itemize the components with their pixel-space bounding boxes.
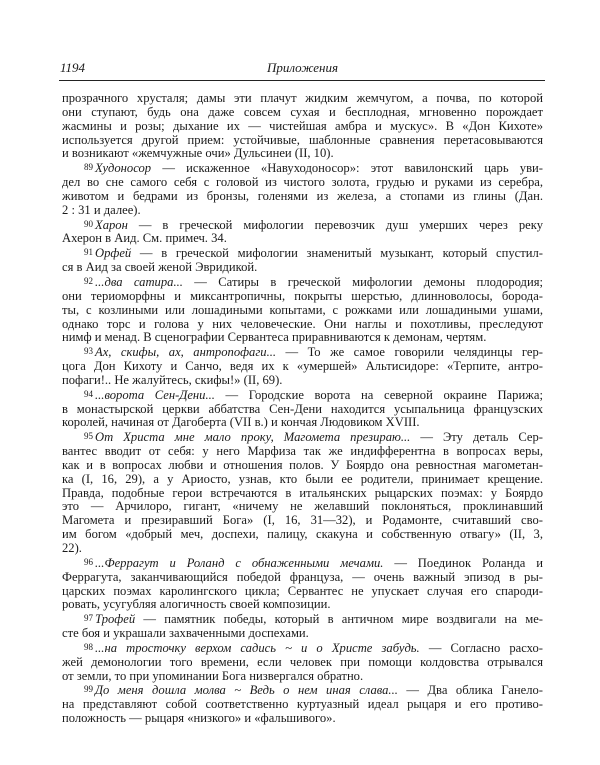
note-text: — То же самое говорили челядинцы гер- (276, 345, 543, 360)
note-number: 93 (84, 346, 93, 357)
note-line: Ахерон в Аид. См. примеч. 34. (62, 231, 227, 246)
note-term: ...ворота Сен-Дени... (95, 387, 215, 402)
note-line: ровать, усугубляя алогичность своей композиции. (62, 597, 331, 612)
note-93 (62, 345, 543, 388)
note-line: прозрачного хрусталя; дамы эти плачут жидким жемчугом, а почва, по которой (62, 91, 543, 105)
note-text: — Два облика Ганело- (397, 683, 543, 698)
note-text: — Согласно расхо- (419, 640, 543, 655)
note-line (62, 161, 543, 176)
note-text: — Эту деталь Сер- (410, 430, 543, 445)
note-term: Трофей (95, 612, 136, 627)
note-text: — Городские ворота на северной окраине Парижа; (214, 387, 543, 402)
note-89 (62, 161, 543, 217)
note-line: королей, начиная от Дагоберта (VII в.) и кончая Людовиком XVIII. (62, 415, 420, 430)
note-number: 94 (84, 388, 93, 399)
note-94 (62, 388, 543, 431)
note-line (62, 612, 543, 627)
note-line (62, 683, 543, 698)
note-line (62, 556, 543, 571)
note-line: ка (I, 16, 29), а у Ариосто, узнав, кто были ее родители, принимает крещение. (62, 471, 543, 486)
note-number: 96 (84, 556, 93, 567)
note-line (62, 345, 543, 360)
note-line: 22). (62, 541, 82, 555)
note-92 (62, 275, 543, 345)
note-97 (62, 612, 543, 641)
note-term: ...два сатира... (95, 274, 183, 289)
note-line: царских поэмах каролингского цикла; Сервантес не упускает случая его спароди- (62, 583, 543, 598)
note-line: ся в Аид за своей женой Эвридикой. (62, 260, 258, 275)
note-line: сте боя и украшали захваченными доспехами. (62, 626, 309, 641)
note-line (62, 641, 543, 656)
note-term: От Христа мне мало проку, Магомета презираю... (95, 430, 411, 445)
note-line: положность — рыцаря «низкого» и «фальшивого». (62, 711, 336, 726)
note-line: на представляют собой соответственно куртуазный идеал рыцаря и его противо- (62, 697, 543, 712)
note-number: 98 (84, 641, 93, 652)
note-line (62, 246, 543, 261)
note-line: ты, с козлиными или лошадиными копытами, с рожками или лошадиными ушами, (62, 302, 543, 317)
note-line: 2 : 31 и далее). (62, 202, 141, 217)
notes-body (62, 92, 543, 726)
note-line: им богом «добрый меч, доспехи, палицу, скакуна и собственную отвагу» (II, 3, (62, 527, 543, 542)
note-number: 97 (84, 613, 93, 624)
note-text: — искаженное «Навуходоносор»: этот вавилонский царь уви- (151, 161, 543, 176)
note-number: 95 (84, 431, 93, 442)
note-line (62, 430, 543, 445)
note-line: они ступают, будь она даже совсем сухая и бесплодная, мгновенно порождает (62, 104, 543, 119)
note-line (62, 218, 543, 233)
note-line: как и в вопросах любви и отношения полов. У Боярдо она ревностная магометан- (62, 457, 543, 472)
note-line: вантес вводит от себя: у него Марфиза так же индифферентна в вопросах веры, (62, 444, 543, 459)
running-header (60, 60, 545, 80)
note-text: — Поединок Роланда и (383, 555, 543, 570)
note-line: животом и бедрами из бронзы, голенями из железа, а стопами из глины (Дан. (62, 188, 543, 203)
note-line (62, 388, 543, 403)
note-90 (62, 218, 543, 247)
note-line: используется другой прием: устойчивые, шаблонные сравнения перетасовываются (62, 132, 543, 147)
note-line: пофаги!.. Не жалуйтесь, скифы!» (II, 69). (62, 372, 283, 387)
note-line: в монастырской церкви аббатства Сен-Дени находится усыпальница французских (62, 401, 543, 416)
note-99 (62, 683, 543, 726)
note-term: Худоносор (95, 161, 152, 176)
note-number: 89 (84, 162, 93, 173)
note-text: — в греческой мифологии перевозчик душ умерших через реку (127, 217, 543, 232)
note-term: Орфей (95, 246, 132, 261)
note-number: 91 (84, 247, 93, 258)
page-number: 1194 (60, 60, 86, 75)
note-91 (62, 246, 543, 275)
running-title: Приложения (266, 60, 339, 75)
note-text: — Сатиры в греческой мифологии демоны плодородия; (182, 274, 543, 289)
note-line: жасмины и розы; дыхание их — чистейшая амбра и мускус». В «Дон Кихоте» (62, 118, 543, 133)
note-number: 99 (84, 684, 93, 695)
note-line: цога Дон Кихоту и Санчо, ведя их к «умершей» Альтисидоре: «Терпите, антро- (62, 359, 543, 374)
note-text: — памятник победы, который в античном мире воздвигали на ме- (135, 612, 543, 627)
note-line: дел во сне самого себя с головой из чистого золота, грудью и руками из серебра, (62, 175, 543, 190)
note-continuation (62, 92, 543, 161)
note-number: 92 (84, 275, 93, 286)
note-line: Магомета и презиравший Бога» (I, 16, 31—32), и Родамонте, считавший сво- (62, 513, 543, 528)
note-number: 90 (84, 218, 93, 229)
note-95 (62, 430, 543, 556)
note-term: Харон (95, 217, 128, 232)
note-line: это — Арчилоро, гигант, «ничему не желавший поклоняться, проклинавший (62, 499, 543, 514)
note-line (62, 275, 543, 290)
note-line: жей демонологии того времени, если человек при помощи колдовства отрывался (62, 654, 543, 669)
note-line: Феррагута, заканчивающийся победой француза, — очень важный эпизод в ры- (62, 569, 543, 584)
note-line: нимф и менад. В сценографии Сервантеса приравниваются к демонам, чертям. (62, 330, 487, 345)
note-line: они териоморфны и миксантропичны, покрыты шерстью, длинноволосы, борода- (62, 288, 543, 303)
note-line: от земли, то при упоминании Бога низвергался обратно. (62, 668, 364, 683)
note-96 (62, 556, 543, 612)
note-term: До меня дошла молва ~ Ведь о нем иная слава... (95, 683, 398, 698)
note-term: Ах, скифы, ах, антропофаги... (95, 345, 277, 360)
header-rule (59, 80, 545, 81)
note-98 (62, 641, 543, 684)
note-line: Правда, подобные герои встречаются в итальянских рыцарских поэмах: у Боярдо (62, 485, 543, 500)
note-term: ...Феррагут и Роланд с обнаженными мечами. (95, 555, 384, 570)
note-line: и возникают «жемчужные очи» Дульсинеи (II, 10). (62, 146, 334, 161)
note-text: — в греческой мифологии знаменитый музыкант, который спустил- (131, 246, 543, 261)
note-term: ...на тросточку верхом садись ~ и о Христе забудь. (95, 640, 420, 655)
note-line: однако торс и голова у них человеческие. Они наглы и похотливы, преследуют (62, 316, 543, 331)
